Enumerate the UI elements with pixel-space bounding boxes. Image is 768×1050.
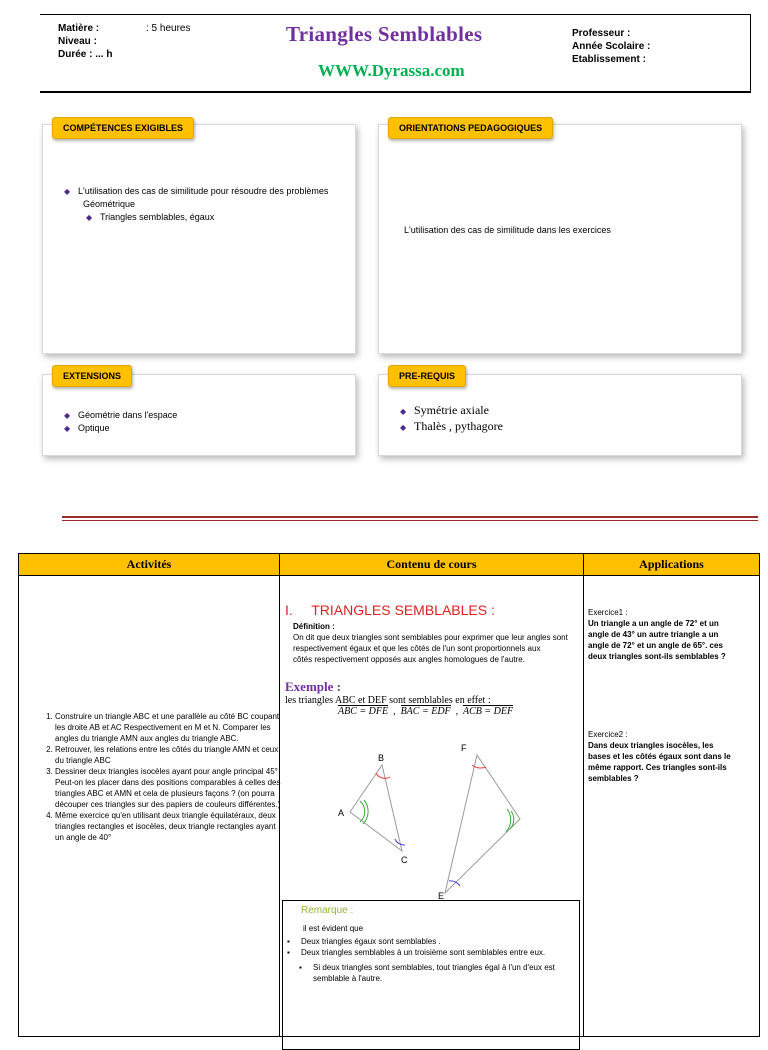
square-bullet-icon: ▪ bbox=[299, 963, 302, 972]
header-contenu: Contenu de cours bbox=[280, 554, 584, 576]
activites-cell bbox=[19, 576, 280, 1037]
square-bullet-icon: ▪ bbox=[287, 937, 290, 946]
remarque-item: ▪ Deux triangles semblables à un troisième sont semblables entre eux. bbox=[287, 948, 546, 957]
diamond-bullet-icon: ◆ bbox=[400, 423, 407, 432]
diamond-bullet-icon: ◆ bbox=[64, 424, 71, 433]
extension-item: ◆ Géométrie dans l'espace bbox=[64, 410, 178, 420]
table-body-row bbox=[19, 576, 760, 1037]
equality-2: BAC = EDF bbox=[400, 706, 451, 717]
header-activites: Activités bbox=[19, 554, 280, 576]
remarque-title: Remarque : bbox=[301, 905, 354, 916]
equality-3: ACB = DEF bbox=[462, 706, 514, 717]
section-number: I. bbox=[285, 602, 293, 618]
etablissement-label: Etablissement : bbox=[572, 54, 646, 65]
prerequis-list bbox=[400, 403, 503, 435]
definition-block bbox=[293, 621, 575, 665]
exemple-label: Exemple : bbox=[285, 679, 341, 694]
prerequis-tab: PRE-REQUIS bbox=[388, 365, 466, 387]
extension-item: ◆ Optique bbox=[64, 423, 110, 433]
prerequis-item: ◆ Thalès , pythagore bbox=[400, 419, 503, 433]
remarque-box bbox=[282, 900, 580, 1050]
remarque-item: ▪ Deux triangles égaux sont semblables . bbox=[287, 937, 441, 946]
remarque-item: ▪ Si deux triangles sont semblables, tout triangles égal à l'un d'eux est semblable à l'autre. bbox=[299, 963, 555, 983]
point-b-label: B bbox=[378, 753, 385, 763]
professeur-label: Professeur : bbox=[572, 28, 631, 39]
diamond-bullet-icon: ◆ bbox=[64, 187, 71, 196]
remarque-list bbox=[287, 936, 569, 984]
extensions-tab: EXTENSIONS bbox=[52, 365, 132, 387]
activity-item: 3. Dessiner deux triangles isocèles ayant pour angle principal 45° Peut-on les placer dans des positions comparables à celles des triangles ABC et AMN et cela de plusieurs façons ? (on pourra découper ces triangles sur des papiers de couleurs différentes.) bbox=[55, 766, 283, 810]
matiere-label: Matière : bbox=[58, 23, 100, 34]
applications-cell bbox=[584, 576, 760, 1037]
competence-item-continued: Géométrique bbox=[83, 199, 136, 209]
section-heading bbox=[285, 602, 495, 620]
equality-1: ABC = DFE bbox=[338, 706, 389, 717]
point-c-label: C bbox=[401, 855, 408, 865]
niveau-label: Niveau : bbox=[58, 36, 97, 47]
exercice-2-title: Exercice2 : bbox=[588, 730, 628, 739]
hours-value: : 5 heures bbox=[146, 23, 191, 34]
section-divider bbox=[62, 516, 758, 518]
competence-item: ◆ L'utilisation des cas de similitude pour résoudre des problèmes bbox=[64, 186, 329, 196]
header-left-labels bbox=[58, 22, 112, 61]
exercice-1-text: Un triangle a un angle de 72° et un angle de 43° un autre triangle a un angle de 72° et un angle de 65°. ces deux triangles sont-ils semblables ? bbox=[588, 619, 726, 661]
website-link[interactable]: WWW.Dyrassa.com bbox=[318, 61, 465, 80]
header-applications: Applications bbox=[584, 554, 760, 576]
competences-frame bbox=[42, 124, 356, 354]
exercice-1 bbox=[588, 607, 736, 662]
duree-label: Durée : ... h bbox=[58, 49, 113, 60]
orientations-text: L'utilisation des cas de similitude dans les exercices bbox=[404, 225, 611, 235]
definition-label: Définition : bbox=[293, 622, 335, 631]
point-a-label: A bbox=[338, 808, 345, 818]
activites-list bbox=[41, 711, 283, 843]
definition-text: On dit que deux triangles sont semblables pour exprimer que leur angles sont respectivement égaux et que les côtés de l'un sont proportionnels aux bbox=[293, 633, 568, 653]
point-e-label: E bbox=[438, 891, 445, 901]
extensions-list bbox=[64, 409, 177, 435]
angle-equalities: ABC = DFE , BAC = EDF , ACB = DEF bbox=[338, 706, 514, 717]
diamond-bullet-icon: ◆ bbox=[400, 407, 407, 416]
orientations-frame bbox=[378, 124, 742, 354]
exemple-text: les triangles ABC et DEF sont semblables en effet : bbox=[285, 695, 491, 706]
similar-triangles-figure bbox=[320, 721, 530, 901]
triangle-abc bbox=[350, 765, 405, 851]
definition-text-2: côtés respectivement opposés aux angles homologues de l'autre. bbox=[293, 655, 525, 664]
competences-content bbox=[64, 185, 350, 224]
orientations-tab: ORIENTATIONS PEDAGOGIQUES bbox=[388, 117, 553, 139]
page-title: Triangles Semblables bbox=[286, 22, 483, 46]
section-title: TRIANGLES SEMBLABLES : bbox=[311, 602, 495, 618]
exercice-2 bbox=[588, 729, 736, 784]
contenu-cell bbox=[280, 576, 584, 1037]
competence-subitem: ◆ Triangles semblables, égaux bbox=[86, 212, 215, 222]
exercice-1-title: Exercice1 : bbox=[588, 608, 628, 617]
diamond-bullet-icon: ◆ bbox=[64, 411, 71, 420]
exercice-2-text: Dans deux triangles isocèles, les bases et les côtés égaux sont dans le même rapport. Ces triangles sont-ils semblables ? bbox=[588, 741, 731, 783]
remarque-intro: il est évident que bbox=[303, 924, 364, 933]
competences-tab: COMPÉTENCES EXIGIBLES bbox=[52, 117, 194, 139]
diamond-bullet-icon: ◆ bbox=[86, 213, 93, 222]
table-header-row bbox=[19, 554, 760, 576]
activity-item: 1. Construire un triangle ABC et une parallèle au côté BC coupant les droite AB et AC Respectivement en M et N. Comparer les angles du triangle AMN aux angles du triangle ABC. bbox=[55, 711, 283, 744]
activity-item: 2. Retrouver, les relations entre les côtés du triangle AMN et ceux du triangle ABC bbox=[55, 744, 283, 766]
prerequis-item: ◆ Symétrie axiale bbox=[400, 403, 489, 417]
square-bullet-icon: ▪ bbox=[287, 948, 290, 957]
section-divider-thin bbox=[62, 520, 758, 521]
annee-label: Année Scolaire : bbox=[572, 41, 651, 52]
header-right-labels bbox=[572, 27, 650, 66]
activity-item: 4. Même exercice qu'en utilisant deux triangle équilatéraux, deux triangles rectangles et isocèles, deux triangle rectangles ayant un angle de 40° bbox=[55, 810, 283, 843]
lesson-table bbox=[18, 553, 760, 1037]
triangle-def bbox=[445, 755, 520, 893]
point-f-label: F bbox=[461, 743, 467, 753]
